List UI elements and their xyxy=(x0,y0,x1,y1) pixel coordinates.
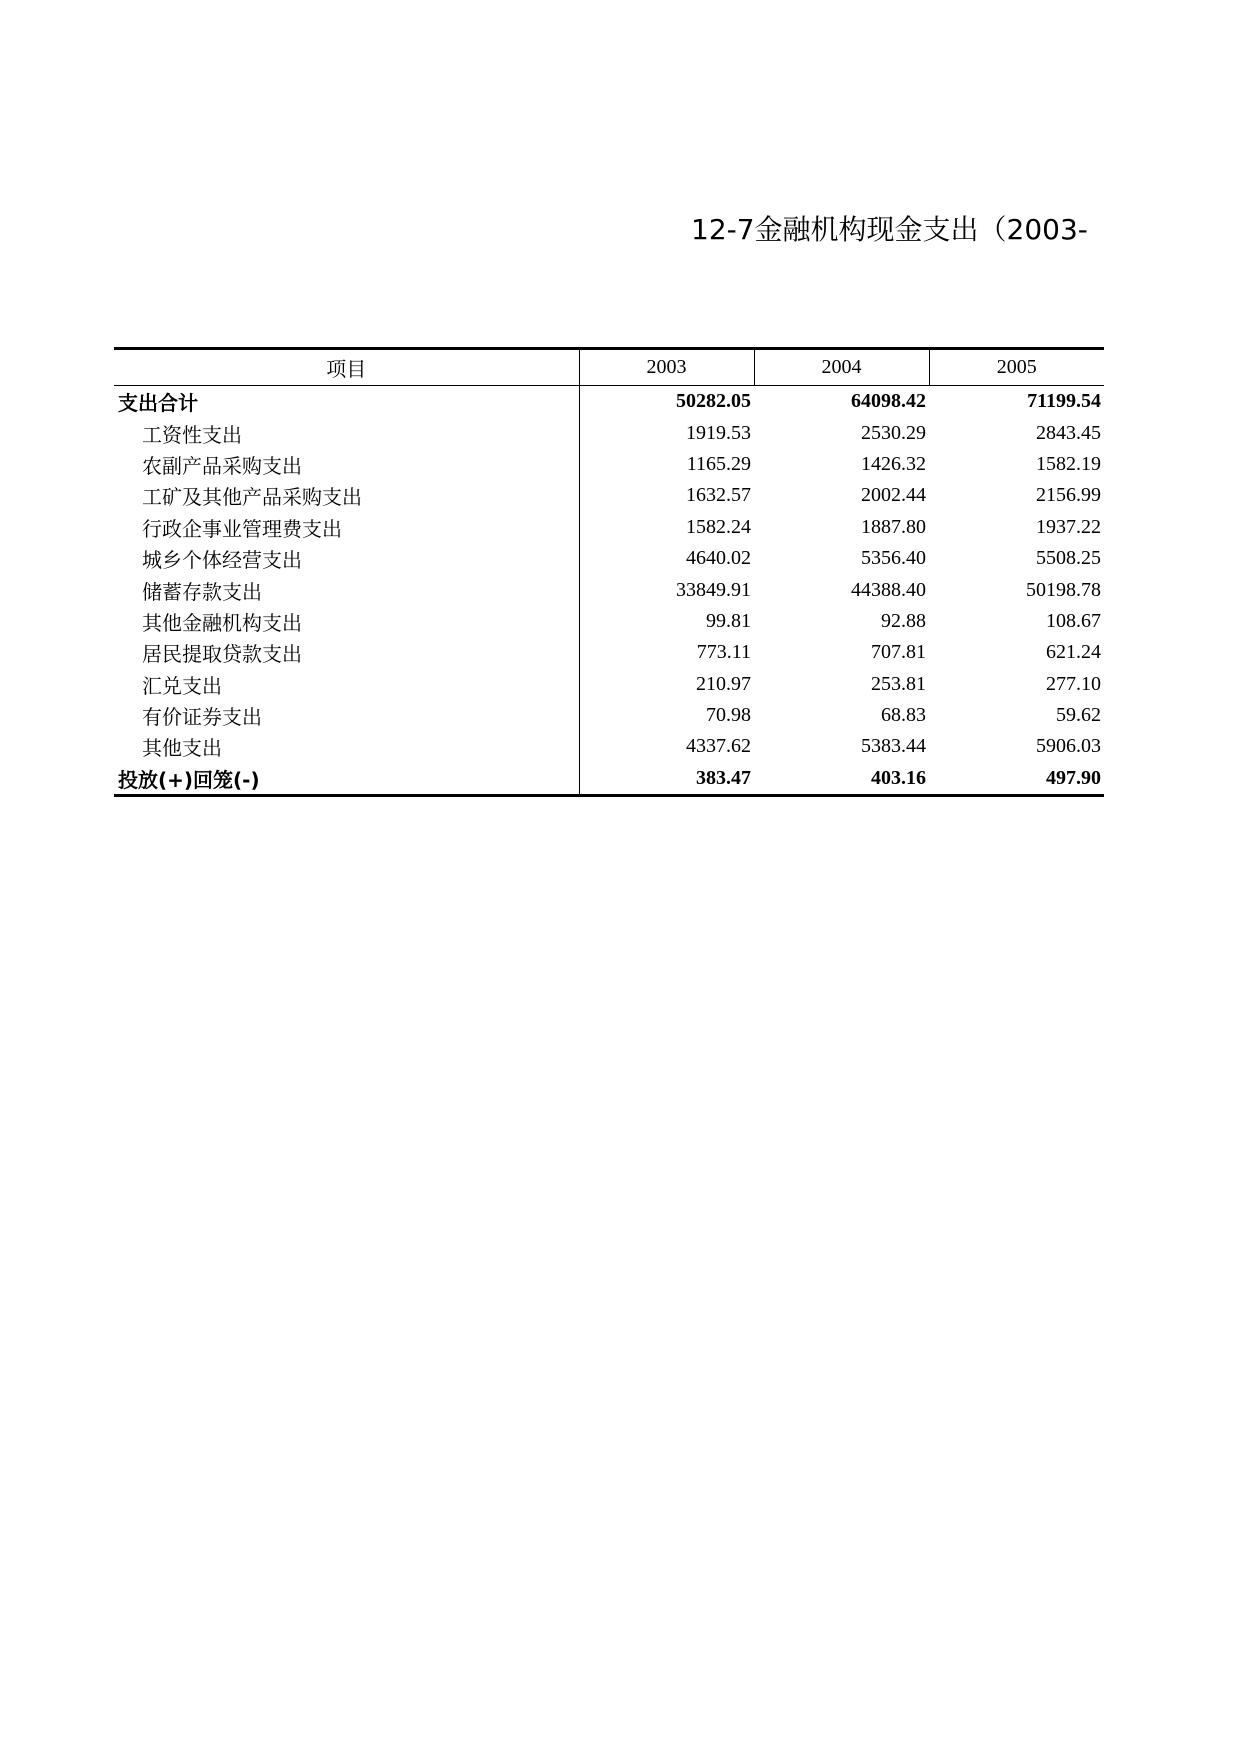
table-row xyxy=(114,417,1104,448)
table-row xyxy=(114,637,1104,668)
cell-value: 383.47 xyxy=(579,763,754,796)
cash-expenditure-table xyxy=(114,347,1104,797)
cell-value: 50198.78 xyxy=(1026,578,1101,601)
cell-value: 2530.29 xyxy=(861,421,926,444)
cell-value: 68.83 xyxy=(881,704,926,727)
cell-value: 621.24 xyxy=(1046,641,1101,664)
cell-value: 1632.57 xyxy=(686,484,751,507)
row-label: 其他金融机构支出 xyxy=(114,606,579,637)
cell-value: 4640.02 xyxy=(686,547,751,570)
cell-value: 5383.44 xyxy=(861,735,926,758)
cell-value: 108.67 xyxy=(1046,609,1101,632)
cell-value: 210.97 xyxy=(696,672,751,695)
row-label: 工资性支出 xyxy=(114,417,579,448)
cell-value: 59.62 xyxy=(1056,704,1101,727)
cell-value: 1937.22 xyxy=(1036,515,1101,538)
row-label: 城乡个体经营支出 xyxy=(114,543,579,574)
table-row xyxy=(114,512,1104,543)
cell-value: 773.11 xyxy=(696,641,751,664)
row-label: 工矿及其他产品采购支出 xyxy=(114,480,579,511)
column-header-year: 2005 xyxy=(929,349,1104,386)
cell-value: 1582.19 xyxy=(1036,452,1101,475)
cell-value: 2002.44 xyxy=(861,484,926,507)
cell-value: 2843.45 xyxy=(1036,421,1101,444)
cell-value: 71199.54 xyxy=(1027,390,1101,413)
table-row-total xyxy=(114,386,1104,418)
cell-value: 1426.32 xyxy=(861,452,926,475)
cell-value: 1887.80 xyxy=(861,515,926,538)
cell-value: 1165.29 xyxy=(686,452,751,475)
page-title: 12-7金融机构现金支出（2003- xyxy=(691,213,1088,246)
cell-value: 92.88 xyxy=(881,609,926,632)
cell-value: 5508.25 xyxy=(1036,547,1101,570)
cell-value: 277.10 xyxy=(1046,672,1101,695)
row-label: 农副产品采购支出 xyxy=(114,449,579,480)
cell-value: 33849.91 xyxy=(676,578,751,601)
row-label: 居民提取贷款支出 xyxy=(114,637,579,668)
row-label: 行政企事业管理费支出 xyxy=(114,512,579,543)
table-row xyxy=(114,700,1104,731)
table-row xyxy=(114,574,1104,605)
cell-value: 1582.24 xyxy=(686,515,751,538)
table-row xyxy=(114,731,1104,762)
row-label: 其他支出 xyxy=(114,731,579,762)
column-header-year: 2004 xyxy=(754,349,929,386)
table-row xyxy=(114,669,1104,700)
cell-value: 1919.53 xyxy=(686,421,751,444)
table-row xyxy=(114,606,1104,637)
cell-value: 707.81 xyxy=(871,641,926,664)
cell-value: 70.98 xyxy=(706,704,751,727)
cell-value: 64098.42 xyxy=(851,390,926,413)
cell-value: 44388.40 xyxy=(851,578,926,601)
column-header-year: 2003 xyxy=(579,349,754,386)
cell-value: 50282.05 xyxy=(676,390,751,413)
cell-value: 2156.99 xyxy=(1036,484,1101,507)
table-row xyxy=(114,480,1104,511)
cell-value: 253.81 xyxy=(871,672,926,695)
table-header-row xyxy=(114,349,1104,386)
table-row xyxy=(114,543,1104,574)
cell-value: 5356.40 xyxy=(861,547,926,570)
row-label: 有价证券支出 xyxy=(114,700,579,731)
row-label: 汇兑支出 xyxy=(114,669,579,700)
cell-value: 99.81 xyxy=(706,609,751,632)
cell-value: 5906.03 xyxy=(1036,735,1101,758)
cell-value: 403.16 xyxy=(754,763,929,796)
row-label: 投放(+)回笼(-) xyxy=(114,763,579,796)
table-row-net xyxy=(114,763,1104,796)
row-label: 支出合计 xyxy=(114,386,579,418)
row-label: 储蓄存款支出 xyxy=(114,574,579,605)
table-row xyxy=(114,449,1104,480)
column-header-item: 项目 xyxy=(114,349,579,386)
cell-value: 4337.62 xyxy=(686,735,751,758)
cell-value: 497.90 xyxy=(929,763,1104,796)
